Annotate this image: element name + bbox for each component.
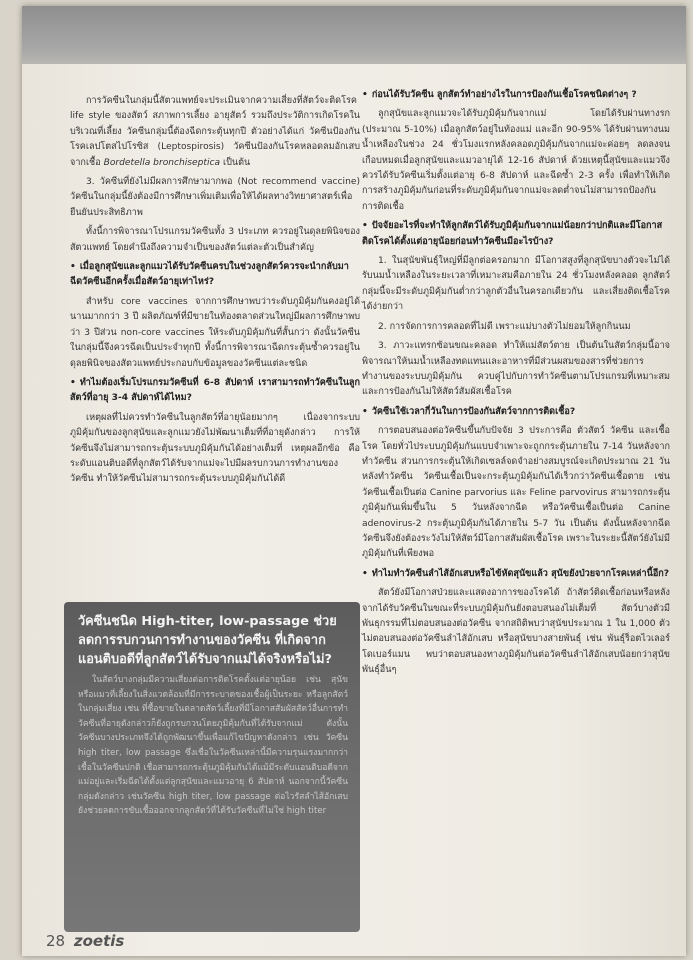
brand-logo: zoetis <box>73 932 125 950</box>
bullet-icon: • <box>362 90 368 100</box>
bullet-icon: • <box>70 377 76 388</box>
question-text: วัคซีนใช้เวลากี่วันในการป้องกันสัตว์จากการติดเชื้อ? <box>371 406 576 417</box>
sidebar-box <box>64 602 360 932</box>
paragraph-text: การวัคซีนในกลุ่มนี้สัตวแพทย์จะประเมินจากความเสี่ยงที่สัตว์จะติดโรค life style ของสัตว์ สภาพการเลี้ยง อายุสัตว์ รวมถึงประวัติการเกิดโรคในบริเวณที่เลี้ยง วัคซีนกลุ่มนี้ต้องฉีดกระตุ้นทุกปี ตัวอย่างได้แก่ วัคซีนป้องกันโรคเลปโตสไปโรซิส (Leptospirosis) วัคซีนป้องกันโรคหลอดลมอักเสบจากเชื้อ <box>70 96 360 168</box>
question-text: ทำไมต้องเริ่มโปรแกรมวัคซีนที่ 6-8 สัปดาห์ เราสามารถทำวัคซีนในลูกสัตว์ที่อายุ 3-4 สัปดาห์ได้ไหม? <box>70 377 360 404</box>
paragraph: สำหรับ core vaccines จากการศึกษาพบว่าระดับภูมิคุ้มกันคงอยู่ได้นานมากกว่า 3 ปี ผลิตภัณฑ์ที่มีขายในท้องตลาดส่วนใหญ่มีผลการศึกษาพบว่า 3 ปีส่วน non-core vaccines ให้ระดับภูมิคุ้มกันที่สั้นกว่า ดังนั้นวัคซีนในกลุ่มนี้จึงควรฉีดเป็นประจำทุกปี ทั้งนี้การพิจารณาฉีดกระตุ้นซ้ำควรอยู่ในดุลยพินิจของสัตวแพทย์ประกอบกับข้อมูลของวัคซีนแต่ละชนิด <box>70 296 360 369</box>
paragraph: การตอบสนองต่อวัคซีนขึ้นกับปัจจัย 3 ประการคือ ตัวสัตว์ วัคซีน และเชื้อโรค โดยทั่วไประบบภูมิคุ้มกันแบบจำเพาะจะถูกกระตุ้นภายใน 7-14 วันหลังจากทำวัคซีน ส่วนการกระตุ้นให้เกิดเซลล์จดจำอย่างสมบูรณ์จะเกิดประมาณ 21 วัน หลังทำวัคซีน วัคซีนเชื้อเป็นจะกระตุ้นภูมิคุ้มกันได้เร็วกว่าวัคซีนเชื้อตาย เช่น วัคซีนเชื้อเป็นต่อ Canine parvorius และ Feline parvovirus สามารถกระตุ้นภูมิคุ้มกันเพิ่มขึ้นใน 5 วันหลังจากฉีด หรือวัคซีนเชื้อเป็นต่อ Canine adenovirus-2 กระตุ้นภูมิคุ้มกันได้ภายใน 5-7 วัน เป็นต้น ดังนั้นหลังจากฉีดวัคซีนจึงยังต้องระวังไม่ให้สัตว์มีโอกาสสัมผัสเชื้อโรค เพราะในระยะนี้สัตว์ยังไม่มีภูมิคุ้มกันที่เพียงพอ <box>362 426 670 560</box>
question-heading <box>362 88 670 103</box>
question-heading <box>362 567 670 582</box>
paragraph: เหตุผลที่ไม่ควรทำวัคซีนในลูกสัตว์ที่อายุน้อยมากๆ เนื่องจากระบบภูมิคุ้มกันของลูกสุนัขและลูกแมวยังไม่พัฒนาเต็มที่ที่อายุดังกล่าว การให้วัคซีนจึงไม่สามารถกระตุ้นระบบภูมิคุ้มกันได้อย่างเต็มที่ เหตุผลอีกข้อ คือ ระดับแอนติบอดีที่ลูกสัตว์ได้รับจากแม่จะไปมีผลรบกวนการทำงานของวัคซีน ทำให้วัคซีนไม่สามารถกระตุ้นระบบภูมิคุ้มกันได้ดี <box>70 412 360 485</box>
paragraph: ลูกสุนัขและลูกแมวจะได้รับภูมิคุ้มกันจากแม่ โดยได้รับผ่านทางรก (ประมาณ 5-10%) เมื่อลูกสัตว์อยู่ในท้องแม่ และอีก 90-95% ได้รับผ่านทางนมน้ำเหลืองในช่วง 24 ชั่วโมงแรกหลังคลอดภูมิคุ้มกันจากแม่จะค่อยๆ ลดลงจนเกือบหมดเมื่อลูกสุนัขและแมวอายุได้ 12-16 สัปดาห์ ด้วยเหตุนี้สุนัขและแมวจึงควรได้รับวัคซีนเริ่มตั้งแต่อายุ 6-8 สัปดาห์ และฉีดซ้ำ 2-3 ครั้ง เพื่อทำให้เกิดการสร้างภูมิคุ้มกันก่อนที่ระดับภูมิคุ้มกันจากแม่จะลดต่ำจนไม่สามารถป้องกันการติดเชื้อ <box>362 109 670 212</box>
left-column <box>70 94 360 492</box>
question-text: ก่อนได้รับวัคซีน ลูกสัตว์ทำอย่างไรในการป้องกันเชื้อโรคชนิดต่างๆ ? <box>371 90 637 100</box>
question-heading <box>70 376 360 407</box>
right-column <box>362 86 670 683</box>
question-text: ทำไมทำวัคซีนลำไส้อักเสบหรือไข้หัดสุนัขแล้ว สุนัขยังป่วยจากโรคเหล่านี้อีก? <box>371 568 670 579</box>
header-band <box>22 6 686 64</box>
scientific-name: Bordetella bronchiseptica <box>103 157 221 168</box>
question-text: เมื่อลูกสุนัขและลูกแมวได้รับวัคซีนครบในช่วงลูกสัตว์ควรจะนำกลับมาฉีดวัคซีนอีกครั้งเมื่อสัตว์อายุเท่าไหร่? <box>70 262 349 288</box>
question-heading <box>70 260 360 291</box>
paragraph-end: เป็นต้น <box>220 157 251 168</box>
bullet-icon: • <box>70 262 76 273</box>
paragraph: 3. ภาวะแทรกซ้อนขณะคลอด ทำให้แม่สัตว์ตาย เป็นต้นในสัตว์กลุ่มนี้อาจพิจารณาให้นมน้ำเหลืองทดแทนและอาหารที่มีส่วนผสมของสารที่ช่วยการทำงานของระบบภูมิคุ้มกัน ควบคู่ไปกับการทำวัคซีนตามโปรแกรมที่เหมาะสมและการป้องกันไม่ให้สัตว์สัมผัสเชื้อโรค <box>362 341 670 398</box>
sidebar-box-title: วัคซีนชนิด High-titer, low-passage ช่วยลดการรบกวนการทำงานของวัคซีน ที่เกิดจากแอนติบอดีที่ลูกสัตว์ได้รับจากแม่ได้จริงหรือไม่? <box>78 614 337 667</box>
paragraph <box>70 94 360 171</box>
question-heading <box>362 219 670 250</box>
question-text: ปัจจัยอะไรที่จะทำให้ลูกสัตว์ได้รับภูมิคุ้มกันจากแม่น้อยกว่าปกติและมีโอกาสติดโรคได้ตั้งแต่อายุน้อยก่อนทำวัคซีนมีอะไรบ้าง? <box>362 221 663 247</box>
paragraph: 1. ในสุนัขพันธุ์ใหญ่ที่มีลูกต่อครอกมาก มีโอกาสสูงที่ลูกสุนัขบางตัวจะไม่ได้รับนมน้ำเหลืองในระยะเวลาที่เหมาะสมคือภายใน 24 ชั่วโมงหลังคลอด ลูกสัตว์กลุ่มนี้จะมีระดับภูมิคุ้มกันต่ำกว่าลูกตัวอื่นในครอกเดียวกัน และเสี่ยงติดเชื้อโรคได้ง่ายกว่า <box>362 256 670 313</box>
page-number: 28 <box>46 932 66 950</box>
paragraph: 2. การจัดการการคลอดที่ไม่ดี เพราะแม่บางตัวไม่ยอมให้ลูกกินนม <box>378 321 631 332</box>
bullet-icon: • <box>362 406 368 417</box>
magazine-page <box>22 6 686 956</box>
bullet-icon: • <box>362 568 368 579</box>
question-heading <box>362 405 670 420</box>
page-footer <box>46 932 124 950</box>
bullet-icon: • <box>362 221 368 232</box>
paragraph: สัตว์ยังมีโอกาสป่วยและแสดงอาการของโรคได้ ถ้าสัตว์ติดเชื้อก่อนหรือหลังจากได้รับวัคซีนในขณะที่ระบบภูมิคุ้มกันยังตอบสนองไม่เต็มที่ สัตว์บางตัวมีพันธุกรรมที่ไม่ตอบสนองต่อวัคซีน จากสถิติพบว่าสุนัขประมาณ 1 ใน 1,000 ตัว ไม่ตอบสนองต่อวัคซีนลำไส้อักเสบ หรือสุนัขบางสายพันธุ์ เช่น พันธุ์ร็อตไวเลอร์ โดเบอร์แมน พบว่าตอบสนองทางภูมิคุ้มกันต่อวัคซีนลำไส้อักเสบน้อยกว่าสุนัขพันธุ์อื่นๆ <box>362 588 670 676</box>
paragraph: ทั้งนี้การพิจารณาโปรแกรมวัคซีนทั้ง 3 ประเภท ควรอยู่ในดุลยพินิจของสัตวแพทย์ โดยคำนึงถึงความจำเป็นของสัตว์แต่ละตัวเป็นสำคัญ <box>70 227 360 253</box>
paragraph: 3. วัคซีนที่ยังไม่มีผลการศึกษามากพอ (Not recommend vaccine) วัคซีนในกลุ่มนี้ยังต้องมีการศึกษาเพิ่มเติมเพื่อให้ได้ผลทางวิทยาศาสตร์เพื่อยืนยันประสิทธิภาพ <box>70 177 360 218</box>
sidebar-box-body: ในสัตว์บางกลุ่มมีความเสี่ยงต่อการติดโรคตั้งแต่อายุน้อย เช่น สุนัขหรือแมวที่เลี้ยงในสิ่งแวดล้อมที่มีการระบาดของเชื้อผู้เป็นระยะ หรือลูกสัตว์ในกลุ่มเสี่ยง เช่น ที่ซื้อขายในตลาดสัตว์เลี้ยงที่มีโอกาสสัมผัสสัตว์อื่นการทำวัคซีนที่อายุดังกล่าวก็ยังถูกรบกวนโดยภูมิคุ้มกันที่ได้รับจากแม่ ดังนั้นวัคซีนบางประเภทจึงได้ถูกพัฒนาขึ้นเพื่อแก้ไขปัญหาดังกล่าว เช่น วัคซีน high titer, low passage ซึ่งเชื่อในวัคซีนเหล่านี้มีความรุนแรงมากกว่าเชื้อในวัคซีนปกติ เชื่อสามารถกระตุ้นภูมิคุ้มกันได้แม้มีระดับแอนติบอดีจากแม่อยู่และเริ่มฉีดได้ตั้งแต่ลูกสุนัขและแมวอายุ 6 สัปดาห์ นอกจากนี้วัคซีนกลุ่มดังกล่าว เช่นวัคซีน high titer, low passage ต่อไวรัสลำไส้อักเสบยังช่วยลดการขับเชื้อออกจากลูกสัตว์ที่ได้รับวัคซีนที่ไม่ใช่ high titer <box>78 675 348 817</box>
